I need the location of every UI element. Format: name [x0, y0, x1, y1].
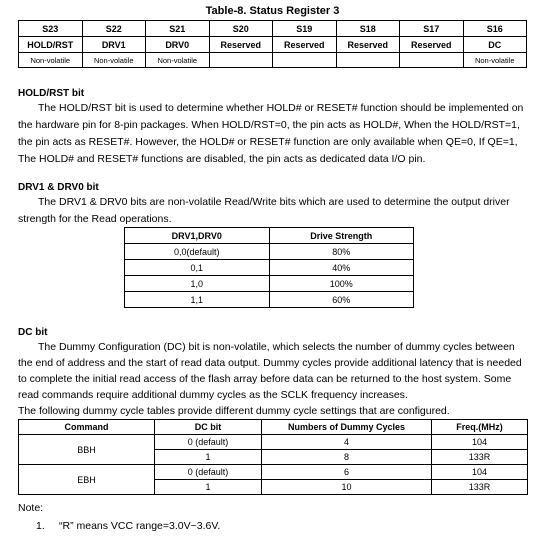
- bit-type-cell: [209, 53, 273, 68]
- paragraph-line: strength for the Read operations.: [18, 213, 172, 225]
- table-row: [19, 435, 528, 450]
- bit-type-cell: Non-volatile: [146, 53, 210, 68]
- bit-name-cell: Reserved: [273, 37, 337, 53]
- dummy-cycle-table: [18, 419, 528, 495]
- bit-name-cell: DC: [463, 37, 527, 53]
- table-cell: 100%: [269, 276, 414, 292]
- table-cell: 4: [262, 435, 432, 450]
- table-row: [19, 465, 528, 480]
- dc-heading: DC bit: [18, 327, 48, 338]
- table-row: [19, 420, 528, 435]
- hold-rst-heading: HOLD/RST bit: [18, 88, 85, 99]
- drv-heading: DRV1 & DRV0 bit: [18, 182, 99, 193]
- bit-name-cell: Reserved: [336, 37, 400, 53]
- table-cell: 1,1: [125, 292, 270, 308]
- table-cell: 0,0(default): [125, 244, 270, 260]
- table-cell: 60%: [269, 292, 414, 308]
- note-label: Note:: [18, 502, 44, 514]
- bit-cell: S17: [400, 21, 464, 37]
- column-header: DC bit: [155, 420, 262, 435]
- table-row: [125, 228, 414, 244]
- status-register-table: [18, 20, 527, 68]
- bit-cell: S22: [82, 21, 146, 37]
- table-cell: 104: [432, 465, 528, 480]
- paragraph-line: The DRV1 & DRV0 bits are non-volatile Read/Write bits which are used to determine the output driver: [38, 196, 510, 208]
- bit-cell: S20: [209, 21, 273, 37]
- table-cell: 0,1: [125, 260, 270, 276]
- table-cell: 1: [155, 450, 262, 465]
- bit-cell: S18: [336, 21, 400, 37]
- column-header: Freq.(MHz): [432, 420, 528, 435]
- column-header: Drive Strength: [269, 228, 414, 244]
- command-cell: BBH: [19, 435, 155, 465]
- bit-cell: S16: [463, 21, 527, 37]
- paragraph-line: the hardware pin for 8-pin packages. When HOLD/RST=0, the pin acts as HOLD#, When the HOLD/RST=1,: [18, 119, 520, 131]
- table-cell: 0 (default): [155, 435, 262, 450]
- table-row: [125, 292, 414, 308]
- bit-name-cell: HOLD/RST: [19, 37, 83, 53]
- paragraph-line: The Dummy Configuration (DC) bit is non-volatile, which selects the number of dummy cycles between: [38, 341, 515, 353]
- table-cell: 40%: [269, 260, 414, 276]
- table-row: [125, 260, 414, 276]
- table-cell: 1: [155, 480, 262, 495]
- table-row: [19, 21, 527, 37]
- bit-type-cell: [273, 53, 337, 68]
- paragraph-line: the pin acts as RESET#. However, the HOLD# or RESET# function are only available when QE=0, If QE=1,: [18, 136, 518, 148]
- bit-name-cell: DRV0: [146, 37, 210, 53]
- bit-type-cell: Non-volatile: [19, 53, 83, 68]
- dc-paragraph: [18, 339, 533, 419]
- bit-type-cell: [336, 53, 400, 68]
- table-row: [125, 276, 414, 292]
- table-row: [19, 37, 527, 53]
- bit-type-cell: Non-volatile: [82, 53, 146, 68]
- table-cell: 0 (default): [155, 465, 262, 480]
- hold-rst-paragraph: [18, 100, 533, 168]
- bit-cell: S21: [146, 21, 210, 37]
- paragraph-line: the end of address and the start of read data output. Dummy cycles provide additional latency that is needed: [18, 357, 522, 369]
- column-header: DRV1,DRV0: [125, 228, 270, 244]
- bit-cell: S19: [273, 21, 337, 37]
- note-text: “R” means VCC range=3.0V~3.6V.: [59, 520, 221, 532]
- table-cell: 6: [262, 465, 432, 480]
- paragraph-line: The HOLD/RST bit is used to determine whether HOLD# or RESET# function should be implemented on: [38, 102, 524, 114]
- drive-strength-table: [124, 227, 414, 308]
- paragraph-line: The HOLD# and RESET# functions are disabled, the pin acts as dedicated data I/O pin.: [18, 153, 426, 165]
- paragraph-line: to complete the initial read access of the flash array before data can be returned to the host system. Some: [18, 373, 512, 385]
- table-cell: 10: [262, 480, 432, 495]
- bit-name-cell: Reserved: [400, 37, 464, 53]
- bit-name-cell: Reserved: [209, 37, 273, 53]
- column-header: Numbers of Dummy Cycles: [262, 420, 432, 435]
- column-header: Command: [19, 420, 155, 435]
- table-cell: 80%: [269, 244, 414, 260]
- paragraph-line: read commands require additional dummy cycles as the SCLK frequency increases.: [18, 389, 408, 401]
- drv-paragraph: [18, 194, 533, 228]
- command-cell: EBH: [19, 465, 155, 495]
- table-row: [125, 244, 414, 260]
- table-cell: 133R: [432, 480, 528, 495]
- table-row: [19, 53, 527, 68]
- table-cell: 133R: [432, 450, 528, 465]
- table-title: Table-8. Status Register 3: [205, 5, 340, 17]
- bit-name-cell: DRV1: [82, 37, 146, 53]
- bit-cell: S23: [19, 21, 83, 37]
- table-cell: 1,0: [125, 276, 270, 292]
- bit-type-cell: Non-volatile: [463, 53, 527, 68]
- paragraph-line: The following dummy cycle tables provide different dummy cycle settings that are configured.: [18, 405, 450, 417]
- note-number: 1.: [36, 520, 45, 532]
- bit-type-cell: [400, 53, 464, 68]
- table-cell: 8: [262, 450, 432, 465]
- table-cell: 104: [432, 435, 528, 450]
